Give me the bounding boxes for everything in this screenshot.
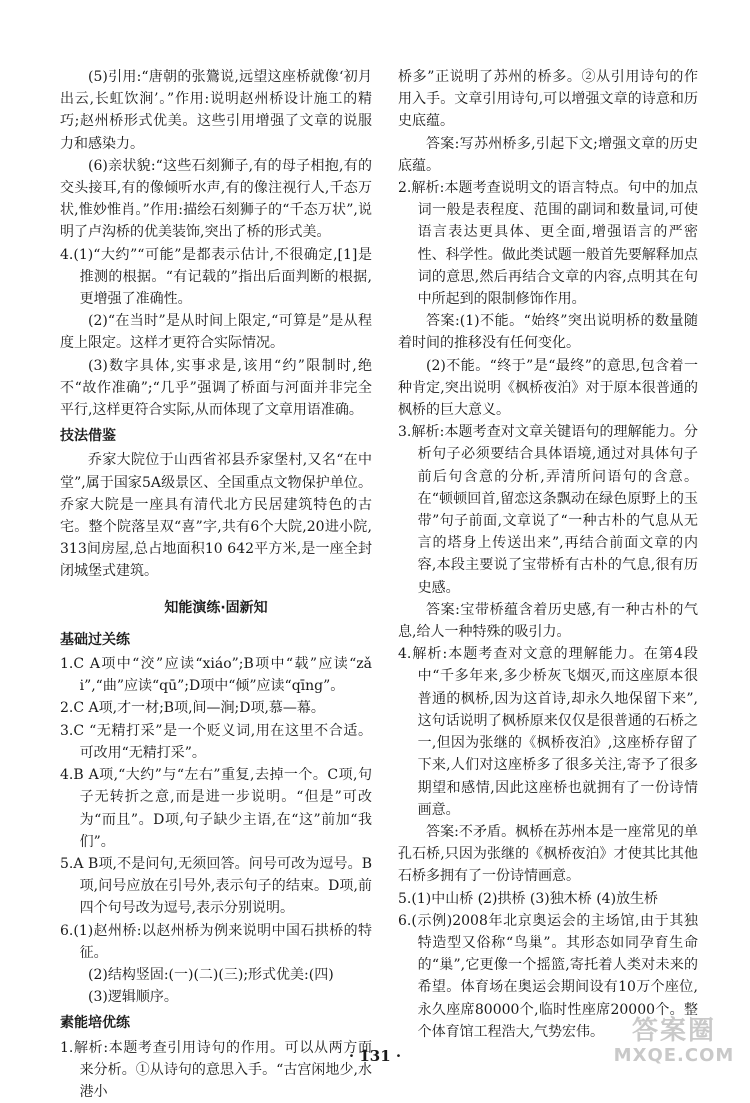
paragraph-quote-five: (5)引用:“唐朝的张鷟说,远望这座桥就像‘初月出云,长虹饮涧’。”作用:说明赵州桥设计施工的精巧;赵州桥形式优美。这些引用增强了文章的说服力和感染力。	[60, 69, 372, 152]
analysis-item: 2.解析:本题考查说明文的语言特点。句中的加点词一般是表程度、范围的副词和数量词,可使语言表达更具体、更全面,增强语言的严密性、科学性。做此类试题一般首先要解释加点词的意思,然后再结合文章的内容,点明其在句中所起到的限制修饰作用。	[398, 180, 698, 308]
answer-item: 6.(示例)2008年北京奥运会的主场馆,由于其独特造型又俗称“鸟巢”。其形态如同孕育生命的“巢”,它更像一个摇篮,寄托着人类对未来的希望。体育场在奥运会期间设有10万个座位,永久座席80000个,临时性座席20000个。整个体育馆工程浩大,气势宏伟。	[398, 912, 698, 1040]
analysis-item: 4.解析:本题考查对文意的理解能力。在第4段中“千多年来,多少桥灰飞烟灭,而这座原本很普通的枫桥,因为这首诗,却永久地保留下来”,这句话说明了枫桥原来仅仅是很普通的石桥之一,但因为张继的《枫桥夜泊》,这座桥存留了下来,人们对这座桥多了很多关注,寄予了很多期望和感情,因此这座桥也就拥有了一份诗情画意。	[398, 646, 698, 818]
basic-item: 2.C A项,才一材;B项,间—涧;D项,慕—幕。	[60, 700, 325, 717]
watermark-text-bottom: MXQE.COM	[613, 1045, 735, 1066]
analysis-item: 3.解析:本题考查对文章关键语句的理解能力。分析句子必须要结合具体语境,通过对具体句子前后句含意的分析,弄清所问语句的含意。在“顿顿回首,留恋这条飘动在绿色原野上的玉带”句子前面,文章说了“一种古朴的气息从无言的塔身上传送出来”,再结合前面文章的内容,本段主要说了宝带桥有古朴的气息,很有历史感。	[398, 424, 698, 596]
right-column	[398, 66, 698, 1043]
basic-item: 4.B A项,“大约”与“左右”重复,去掉一个。C项,句子无转折之意,而是进一步说明。“但是”可改为“而且”。D项,句子缺少主语,在“这”前加“我们”。	[60, 767, 372, 850]
answer-item-4-1: 4.(1)“大约”“可能”是都表示估计,不很确定,[1]是推测的根据。“有记载的”指出后面判断的根据,更增强了准确性。	[60, 246, 372, 308]
answer-continuation: 桥多”正说明了苏州的桥多。②从引用诗句的作用入手。文章引用诗句,可以增强文章的诗意和历史底蕴。	[398, 69, 698, 130]
paragraph-shape-six: (6)亲状貌:“这些石刻狮子,有的母子相抱,有的交头接耳,有的像倾听水声,有的像注视行人,千态万状,惟妙惟肖。”作用:描绘石刻狮子的“千态万状”,说明了卢沟桥的优美装饰,突出了桥的形式美。	[60, 157, 372, 241]
advanced-practice-heading: 素能培优练	[60, 1015, 130, 1032]
answer-text: 答案:宝带桥蕴含着历史感,有一种古朴的气息,给人一种特殊的吸引力。	[398, 601, 698, 641]
technique-heading: 技法借鉴	[60, 428, 116, 445]
basic-item: (2)结构竖固:(一)(二)(三);形式优美:(四)	[88, 966, 334, 983]
section-heading: 知能演练·固新知	[164, 599, 268, 616]
basic-item: (3)逻辑顺序。	[88, 989, 178, 1006]
basic-item: 1.C A项中“洨”应读“xiáo”;B项中“载”应读“zǎi”,“曲”应读“qū”;D项中“倾”应读“qīng”。	[60, 656, 372, 695]
basic-item: 6.(1)赵州桥:以赵州桥为例来说明中国石拱桥的特征。	[60, 922, 372, 961]
basic-practice-heading: 基础过关练	[60, 631, 130, 648]
watermark-logo	[604, 1016, 744, 1076]
watermark-text-top: 答案圈	[631, 1016, 716, 1046]
answer-text: 答案:(1)不能。“始终”突出说明桥的数量随着时间的推移没有任何变化。	[398, 313, 698, 352]
answer-item-4-2: (2)“在当时”是从时间上限定,“可算是”是从程度上限定。这样才更符合实际情况。	[60, 313, 372, 352]
answer-text: 答案:写苏州桥多,引起下文;增强文章的历史底蕴。	[398, 135, 698, 174]
advanced-item: 1.解析:本题考查引用诗句的作用。可以从两方面来分析。①从诗句的意思入手。“古宫闲地少,水港小	[60, 1039, 372, 1100]
answer-text: (2)不能。“终于”是“最终”的意思,包含着一种肯定,突出说明《枫桥夜泊》对于原本很普通的枫桥的巨大意义。	[398, 357, 698, 419]
technique-paragraph: 乔家大院位于山西省祁县乔家堡村,又名“在中堂”,属于国家5A级景区、全国重点文物保护单位。乔家大院是一座具有清代北方民居建筑特色的古宅。整个院落呈双“喜”字,共有6个大院,20进小院,313间房屋,总占地面积10 642平方米,是一座全封闭城堡式建筑。	[60, 452, 372, 580]
basic-item: 5.A B项,不是问句,无须回答。问号可改为逗号。B项,问号应放在引号外,表示句子的结束。D项,前四个句号改为逗号,表示分别说明。	[60, 855, 372, 917]
answer-item-4-3: (3)数字具体,实事求是,该用“约”限制时,绝不“故作准确”;“几乎”强调了桥面与河面并非完全平行,这样更符合实际,从而体现了文章用语准确。	[60, 357, 372, 419]
page-number: · 131 ·	[348, 1047, 402, 1065]
left-column	[60, 66, 372, 1103]
answer-item: 5.(1)中山桥 (2)拱桥 (3)独木桥 (4)放生桥	[398, 890, 659, 907]
basic-item: 3.C “无精打采”是一个贬义词,用在这里不合适。可改用“无精打采”。	[60, 722, 372, 761]
answer-text: 答案:不矛盾。枫桥在苏州本是一座常见的单孔石桥,只因为张继的《枫桥夜泊》才使其比其他石桥多拥有了一份诗情画意。	[398, 823, 698, 885]
